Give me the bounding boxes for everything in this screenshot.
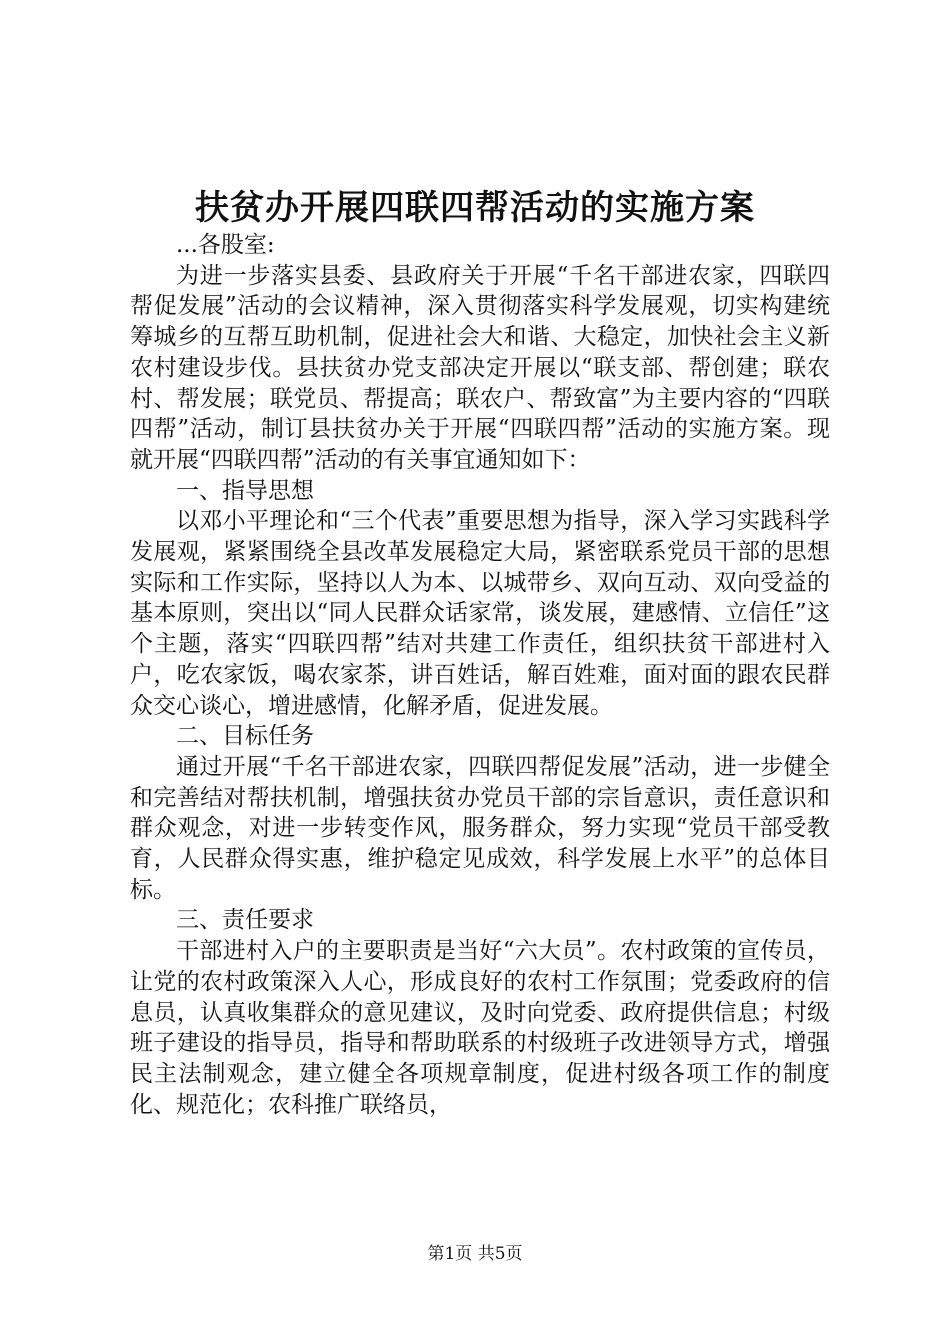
document-body: [130, 230, 830, 1120]
section-heading-1: 一、指导思想: [176, 477, 314, 504]
page-footer: 第1页 共5页: [427, 1244, 523, 1264]
section-heading-2: 二、目标任务: [176, 723, 314, 750]
section-heading-3: 三、责任要求: [176, 907, 314, 934]
salutation: ...各股室:: [176, 232, 275, 258]
paragraph-guiding-thought: 以邓小平理论和“三个代表”重要思想为指导，深入学习实践科学发展观，紧紧围绕全县改革发展稳定大局，紧密联系党员干部的思想实际和工作实际，坚持以人为本、以城带乡、双向互动、双向受益的基本原则，突出以“同人民群众话家常，谈发展，建感情、立信任”这个主题，落实“四联四帮”结对共建工作责任，组织扶贫干部进村入户，吃农家饭，喝农家茶，讲百姓话，解百姓难，面对面的跟农民群众交心谈心，增进感情，化解矛盾，促进发展。: [130, 508, 830, 719]
paragraph-responsibilities: 干部进村入户的主要职责是当好“六大员”。农村政策的宣传员，让党的农村政策深入人心，形成良好的农村工作氛围；党委政府的信息员，认真收集群众的意见建议，及时向党委、政府提供信息；村级班子建设的指导员，指导和帮助联系的村级班子改进领导方式，增强民主法制观念，建立健全各项规章制度，促进村级各项工作的制度化、规范化；农科推广联络员，: [130, 938, 830, 1118]
paragraph-goals: 通过开展“千名干部进农家，四联四帮促发展”活动，进一步健全和完善结对帮扶机制，增强扶贫办党员干部的宗旨意识，责任意识和群众观念，对进一步转变作风，服务群众，努力实现“党员干部受教育，人民群众得实惠，维护稳定见成效，科学发展上水平”的总体目标。: [130, 753, 830, 903]
document-title: 扶贫办开展四联四帮活动的实施方案: [195, 188, 755, 228]
paragraph-intro: 为进一步落实县委、县政府关于开展“千名干部进农家，四联四帮促发展”活动的会议精神，深入贯彻落实科学发展观，切实构建统筹城乡的互帮互助机制，促进社会大和谐、大稳定，加快社会主义新农村建设步伐。县扶贫办党支部决定开展以“联支部、帮创建；联农村、帮发展；联党员、帮提高；联农户、帮致富”为主要内容的“四联四帮”活动，制订县扶贫办关于开展“四联四帮”活动的实施方案。现就开展“四联四帮”活动的有关事宜通知如下：: [130, 262, 830, 473]
